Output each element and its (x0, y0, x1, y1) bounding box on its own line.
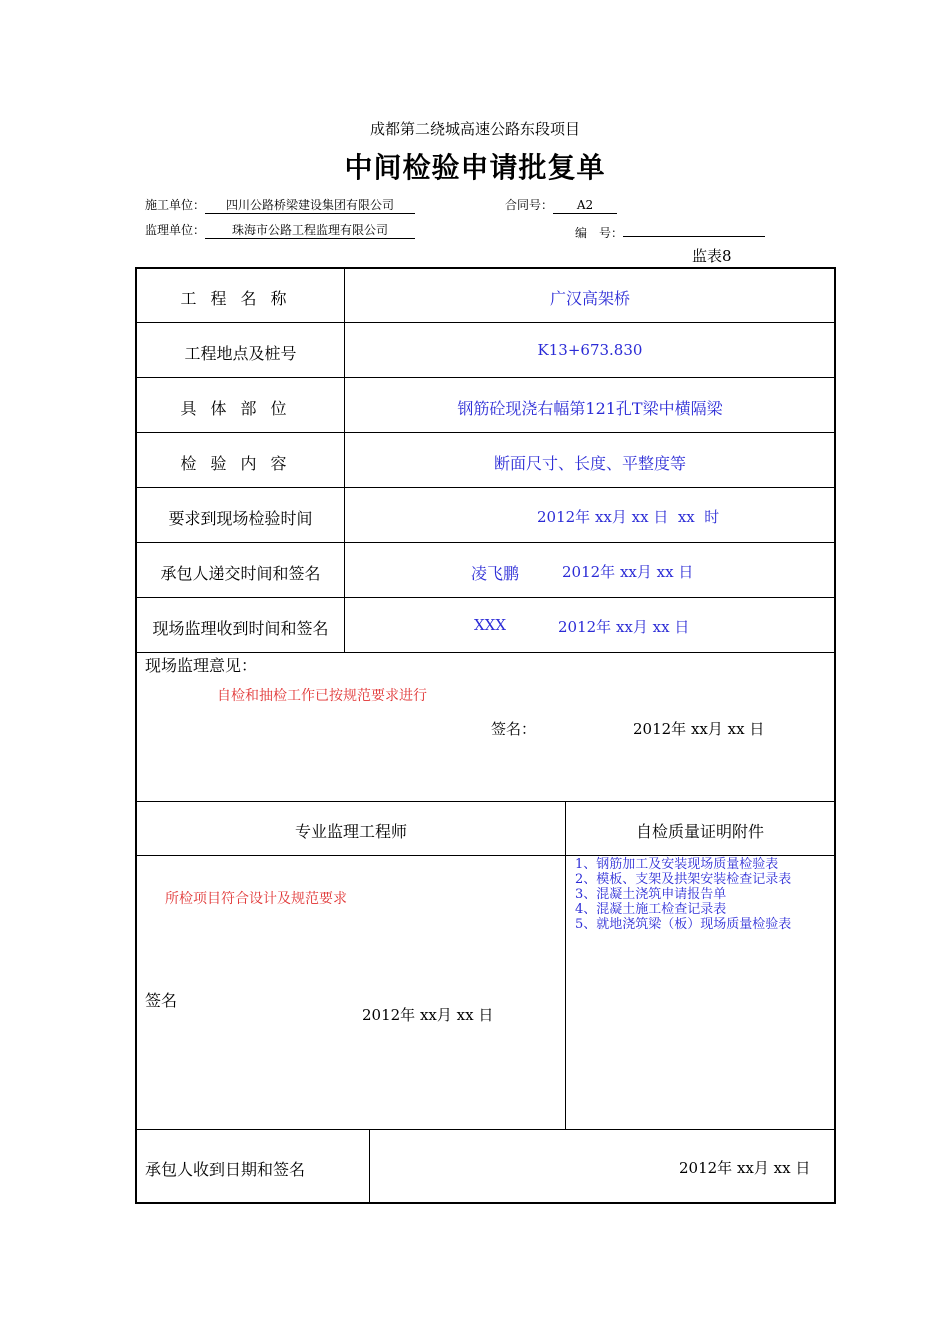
list-item: 5、就地浇筑梁（板）现场质量检验表 (575, 917, 792, 932)
inspection-content-label: 检验内容 (180, 454, 301, 473)
supervisor-receive-label: 现场监理收到时间和签名 (152, 619, 329, 638)
supervisor-name: 珠海市公路工程监理有限公司 (205, 223, 415, 239)
opinion-label: 现场监理意见： (145, 656, 258, 675)
position-value: 钢筋砼现浇右幅第121孔T梁中横隔梁 (457, 399, 723, 418)
contractor-submit-date: 2012年 xx月 xx 日 (562, 563, 694, 581)
supervisor-label: 监理单位： (145, 223, 206, 237)
serial-line (575, 221, 765, 241)
inspection-content-value: 断面尺寸、长度、平整度等 (493, 454, 686, 473)
engineer-sign-label: 签名 (145, 991, 178, 1010)
list-item: 3、混凝土浇筑申请报告单 (575, 887, 727, 902)
list-item: 2、模板、支架及拱架安装检查记录表 (575, 872, 792, 887)
supervisor-receive-date: 2012年 xx月 xx 日 (558, 618, 690, 636)
column-divider (565, 802, 566, 1129)
contract-no-value: A2 (553, 198, 617, 214)
inspection-time-label: 要求到现场检验时间 (168, 509, 313, 528)
engineer-date: 2012年 xx月 xx 日 (362, 1006, 494, 1024)
row-divider (136, 801, 835, 802)
serial-value (623, 221, 765, 237)
opinion-date: 2012年 xx月 xx 日 (633, 720, 765, 738)
page-title: 中间检验申请批复单 (344, 151, 606, 184)
table-border-top (135, 267, 836, 269)
row-divider (136, 855, 835, 856)
serial-label: 编 号： (575, 226, 624, 240)
project-name-value: 广汉高架桥 (549, 289, 630, 308)
supervisor-signer: XXX (474, 616, 507, 634)
inspection-time-value: 2012年 xx月 xx 日 xx 时 (537, 508, 720, 526)
attachments-list (575, 857, 791, 932)
contractor-line (145, 196, 415, 214)
receipt-label: 承包人收到日期和签名 (145, 1160, 306, 1179)
row-divider (136, 1129, 835, 1130)
list-item: 1、钢筋加工及安装现场质量检验表 (575, 857, 779, 872)
opinion-sign-label: 签名： (491, 720, 537, 738)
project-name: 成都第二绕城高速公路东段项目 (369, 120, 580, 138)
supervisor-line (145, 221, 415, 239)
opinion-text: 自检和抽检工作已按规范要求进行 (217, 688, 427, 704)
project-name-label: 工程名称 (180, 289, 301, 308)
row-divider (136, 432, 835, 433)
list-item: 4、混凝土施工检查记录表 (575, 902, 727, 917)
contractor-name: 四川公路桥梁建设集团有限公司 (205, 198, 415, 214)
location-label: 工程地点及桩号 (184, 344, 297, 363)
row-divider (136, 377, 835, 378)
location-value: K13+673.830 (537, 341, 643, 359)
attachments-header: 自检质量证明附件 (635, 822, 764, 841)
contractor-label: 施工单位： (145, 198, 206, 212)
position-label: 具体部位 (180, 399, 301, 418)
receipt-date: 2012年 xx月 xx 日 (679, 1159, 811, 1177)
row-divider (136, 597, 835, 598)
contractor-submit-label: 承包人递交时间和签名 (160, 564, 321, 583)
contractor-signer: 凌飞鹏 (471, 564, 520, 583)
row-divider (136, 487, 835, 488)
contract-no-label: 合同号： (505, 198, 554, 212)
row-divider (136, 542, 835, 543)
engineer-header: 专业监理工程师 (294, 822, 407, 841)
table-border-bottom (135, 1202, 836, 1204)
row-divider (136, 322, 835, 323)
engineer-text: 所检项目符合设计及规范要求 (165, 891, 347, 907)
form-code: 监表8 (692, 247, 732, 265)
column-divider (369, 1130, 370, 1203)
contract-no-line (505, 196, 617, 214)
